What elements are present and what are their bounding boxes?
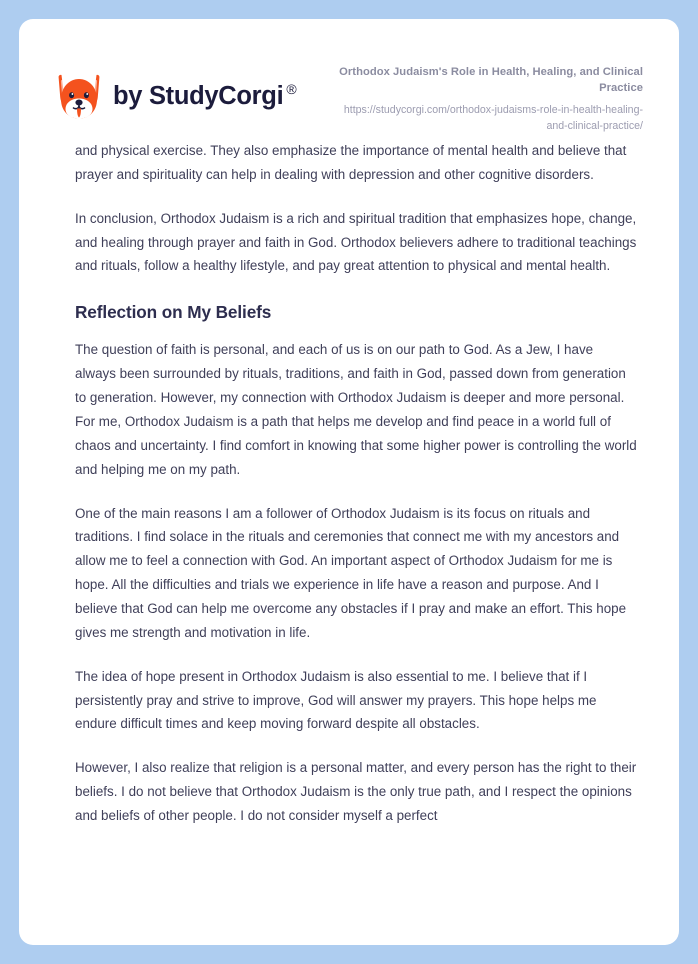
brand-wordmark	[113, 81, 297, 111]
paragraph: However, I also realize that religion is a personal matter, and every person has the right to their beliefs. I do not believe that Orthodox Judaism is the only true path, and I respect the opinions and beliefs of other people. I do not consider myself a perfect	[75, 760, 637, 823]
paragraph: The idea of hope present in Orthodox Judaism is also essential to me. I believe that if I persistently pray and strive to improve, God will answer my prayers. This hope helps me endure difficult times and keep moving forward despite all obstacles.	[75, 668, 597, 732]
document-page	[19, 19, 679, 945]
brand-name-text: by StudyCorgi	[113, 82, 284, 111]
document-header	[19, 19, 679, 139]
brand-logo-group[interactable]	[56, 62, 296, 121]
paragraph: In conclusion, Orthodox Judaism is a rich and spiritual tradition that emphasizes hope, change, and healing through prayer and faith in God. Orthodox believers adhere to traditional teachings and rituals, follow a healthy lifestyle, and pay great attention to physical and mental health.	[75, 210, 637, 274]
section-heading: Reflection on My Beliefs	[75, 302, 272, 323]
header-meta	[296, 62, 643, 135]
paragraph: One of the main reasons I am a follower of Orthodox Judaism is its focus on rituals and traditions. I find solace in the rituals and ceremonies that connect me with my ancestors and allow me to feel a connection with God. An important aspect of Orthodox Judaism for me is hope. All the difficulties and trials we experience in life have a reason and purpose. And I believe that God can help me overcome any obstacles if I pray and make an effort. This hope gives me strength and motivation in life.	[75, 505, 627, 640]
paragraph: and physical exercise. They also emphasize the importance of mental health and believe that prayer and spirituality can help in dealing with depression and other cognitive disorders.	[75, 143, 627, 182]
corgi-face-icon	[56, 73, 102, 121]
document-url[interactable]: https://studycorgi.com/orthodox-judaisms-role-in-health-healing-and-clinical-practice/	[343, 103, 643, 132]
document-body	[19, 139, 679, 828]
registered-trademark-icon: ®	[286, 81, 297, 98]
paragraph: The question of faith is personal, and each of us is on our path to God. As a Jew, I have always been surrounded by rituals, traditions, and faith in God, passed down from generation to generation. However, my connection with Orthodox Judaism is deeper and more personal. For me, Orthodox Judaism is a path that helps me develop and find peace in a world full of chaos and uncertainty. I find comfort in knowing that some higher power is controlling the world and helping me on my path.	[75, 342, 637, 477]
document-title: Orthodox Judaism's Role in Health, Healing, and Clinical Practice	[339, 66, 643, 94]
